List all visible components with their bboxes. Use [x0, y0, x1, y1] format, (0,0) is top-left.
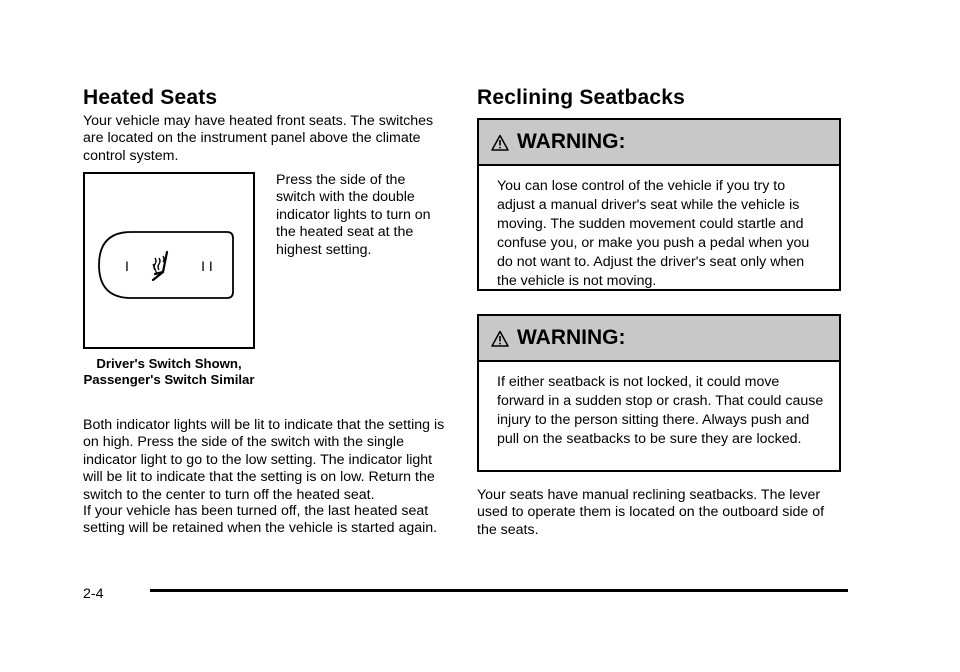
figure-caption: Driver's Switch Shown, Passenger's Switch Similar	[83, 356, 255, 387]
warning-text-2: If either seatback is not locked, it could move forward in a sudden stop or crash. That could cause injury to the person sitting there. Always push and pull on the seatbacks to be sure they are locked.	[497, 374, 824, 447]
switch-side-note: Press the side of the switch with the double indicator lights to turn on the heated seat at the highest setting.	[276, 172, 431, 258]
heated-seat-icon	[153, 252, 167, 280]
heated-seats-intro: Your vehicle may have heated front seats. The switches are located on the instrument panel above the climate control system.	[83, 113, 434, 164]
warning-box-2	[477, 314, 841, 472]
reclining-seatbacks-heading: Reclining Seatbacks	[477, 86, 686, 109]
single-indicator-mark: I	[125, 258, 129, 274]
warning-box-1	[477, 118, 841, 291]
warning-header-2	[479, 316, 839, 362]
warning-title-1: WARNING:	[517, 130, 626, 153]
warning-header-1	[479, 120, 839, 166]
heated-seats-heading: Heated Seats	[83, 86, 218, 109]
warning-text-1: You can lose control of the vehicle if you try to adjust a manual driver's seat while the vehicle is moving. The sudden movement could startle and confuse you, or make you push a pedal when you do not want to. Adjust the driver's seat only when the vehicle is not moving.	[497, 178, 810, 289]
footer-rule	[150, 589, 848, 592]
warning-triangle-icon	[491, 134, 509, 151]
heated-seats-paragraph-1: Both indicator lights will be lit to indicate that the setting is on high. Press the side of the switch with the single indicator light to go to the low setting. The indicator light will be lit to indicate that the setting is on low. Return the switch to the center to turn off the heated seat.	[83, 417, 445, 503]
reclining-seatbacks-paragraph: Your seats have manual reclining seatbacks. The lever used to operate them is located on the outboard side of the seats.	[477, 487, 825, 538]
page-number: 2-4	[83, 586, 104, 602]
warning-triangle-icon	[491, 330, 509, 347]
double-indicator-mark: I I	[201, 258, 213, 274]
seat-switch-illustration	[85, 174, 253, 347]
heated-seats-paragraph-2: If your vehicle has been turned off, the last heated seat setting will be retained when the vehicle is started again.	[83, 503, 438, 537]
warning-title-2: WARNING:	[517, 326, 626, 349]
switch-figure	[83, 172, 255, 349]
